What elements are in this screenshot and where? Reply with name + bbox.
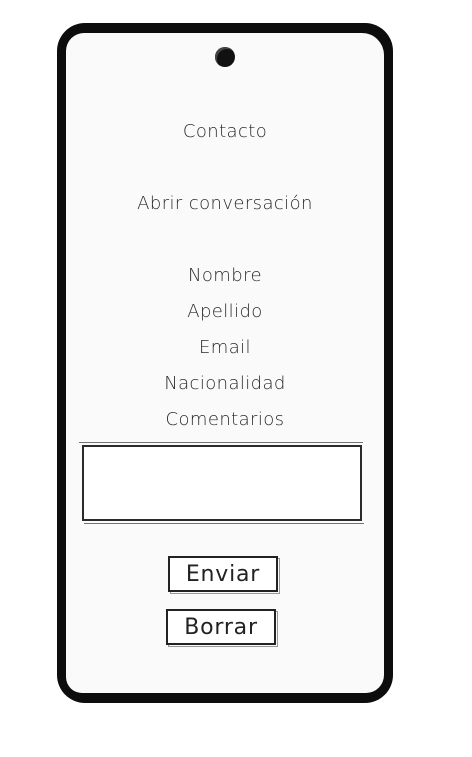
camera-icon <box>215 47 235 67</box>
field-label-apellido: Apellido <box>187 301 263 322</box>
page-title: Contacto <box>182 121 268 142</box>
field-label-nacionalidad: Nacionalidad <box>164 373 286 394</box>
phone-frame <box>57 23 393 703</box>
field-label-nombre: Nombre <box>188 265 262 286</box>
comments-field-wrapper <box>82 445 362 521</box>
field-label-comentarios: Comentarios <box>165 409 285 430</box>
field-label-email: Email <box>199 337 251 358</box>
phone-screen <box>66 33 384 693</box>
comments-field[interactable] <box>82 445 362 521</box>
sketch-stroke-bottom <box>84 523 364 524</box>
open-conversation-link[interactable]: Abrir conversación <box>137 193 313 214</box>
sketch-stroke-top <box>79 442 363 443</box>
send-button[interactable]: Enviar <box>168 556 278 592</box>
clear-button[interactable]: Borrar <box>166 609 276 645</box>
